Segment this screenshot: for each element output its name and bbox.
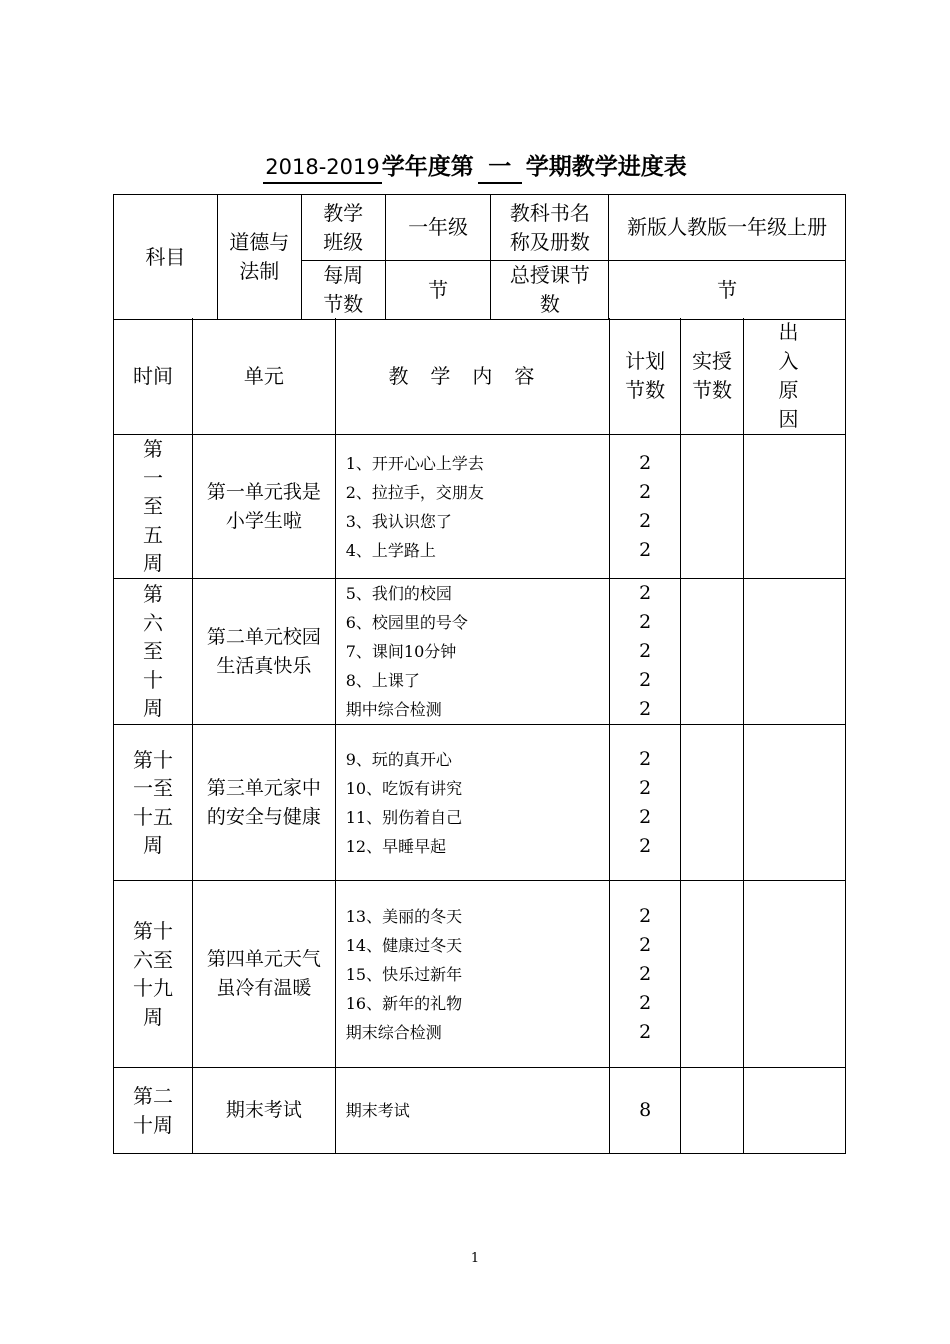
row-reason [744,881,846,1068]
planned-value: 2 [639,991,652,1014]
lesson-item: 8、上课了 [345,671,420,690]
row-time: 第十六至十九周 [114,881,193,1068]
header-table [113,194,846,320]
planned-value: 2 [639,1020,652,1043]
row-planned [610,435,681,579]
title-year: 2018-2019 [263,152,381,184]
row-actual [681,435,744,579]
lesson-item: 15、快乐过新年 [345,964,463,984]
col-planned: 计划节数 [610,318,681,435]
subject-label: 科目 [114,195,218,320]
class-label: 教学班级 [301,195,385,261]
row-time: 第六至十周 [114,579,193,725]
row-lessons [335,579,609,725]
planned-value: 2 [639,480,652,503]
row-planned [610,725,681,881]
planned-value: 8 [639,1099,652,1121]
subject-value: 道德与法制 [217,195,301,320]
row-planned [610,1068,681,1154]
lesson-item: 16、新年的礼物 [345,993,463,1013]
row-planned [610,881,681,1068]
lesson-item: 3、我认识您了 [345,511,452,531]
row-time: 第二十周 [114,1068,193,1154]
lesson-item: 4、上学路上 [345,540,436,560]
planned-value: 2 [639,669,652,691]
lesson-item: 13、美丽的冬天 [345,906,463,926]
row-actual [681,579,744,725]
total-label: 总授课节数 [491,261,609,320]
title-part-1: 学年度第 [381,154,474,180]
planned-value: 2 [639,904,652,927]
row-unit: 期末考试 [192,1068,335,1154]
textbook-value: 新版人教版一年级上册 [609,195,846,261]
planned-value: 2 [639,509,652,532]
lesson-item: 10、吃饭有讲究 [345,778,463,798]
lesson-item: 期末考试 [345,1101,410,1120]
table-row [114,1068,846,1154]
row-reason [744,725,846,881]
textbook-label: 教科书名称及册数 [491,195,609,261]
lesson-item: 7、课间10分钟 [345,642,457,661]
lesson-item: 期末综合检测 [345,1022,442,1042]
row-reason [744,579,846,725]
lesson-item: 5、我们的校园 [345,584,452,603]
row-time: 第十一至十五周 [114,725,193,881]
weekly-value: 节 [385,261,491,320]
row-planned [610,579,681,725]
planned-value: 2 [639,640,652,662]
row-time: 第一至五周 [114,435,193,579]
row-reason [744,435,846,579]
col-content: 教学内容 [335,318,609,435]
table-row [114,435,846,579]
planned-value: 2 [639,451,652,474]
planned-value: 2 [639,538,652,561]
schedule-table [113,318,846,1154]
planned-value: 2 [639,805,652,828]
row-actual [681,1068,744,1154]
row-unit: 第二单元校园生活真快乐 [192,579,335,725]
lesson-item: 11、别伤着自己 [345,807,463,827]
lesson-item: 1、开开心心上学去 [345,453,484,473]
page-number: 1 [470,1251,480,1266]
row-lessons [335,1068,609,1154]
planned-value: 2 [639,582,652,604]
planned-value: 2 [639,611,652,633]
row-actual [681,881,744,1068]
col-unit: 单元 [192,318,335,435]
row-reason [744,1068,846,1154]
row-lessons [335,435,609,579]
lesson-item: 期中综合检测 [345,700,442,719]
planned-value: 2 [639,776,652,799]
row-unit: 第三单元家中的安全与健康 [192,725,335,881]
planned-value: 2 [639,834,652,857]
lesson-item: 6、校园里的号令 [345,613,468,632]
title-semester: 一 [478,152,522,184]
row-actual [681,725,744,881]
lesson-item: 14、健康过冬天 [345,935,463,955]
weekly-label: 每周节数 [301,261,385,320]
class-value: 一年级 [385,195,491,261]
row-unit: 第一单元我是小学生啦 [192,435,335,579]
row-lessons [335,881,609,1068]
col-time: 时间 [114,318,193,435]
col-actual: 实授节数 [681,318,744,435]
lesson-item: 12、早睡早起 [345,836,447,856]
table-row [114,881,846,1068]
title-part-2: 学期教学进度表 [525,154,687,180]
lesson-item: 2、拉拉手，交朋友 [345,482,484,502]
planned-value: 2 [639,962,652,985]
planned-value: 2 [639,698,652,720]
lesson-item: 9、玩的真开心 [345,749,452,769]
row-lessons [335,725,609,881]
col-reason: 出入原因 [744,318,846,435]
page-title [0,148,950,184]
planned-value: 2 [639,933,652,956]
row-unit: 第四单元天气虽冷有温暖 [192,881,335,1068]
planned-value: 2 [639,747,652,770]
total-value: 节 [609,261,846,320]
table-row [114,725,846,881]
table-row [114,579,846,725]
